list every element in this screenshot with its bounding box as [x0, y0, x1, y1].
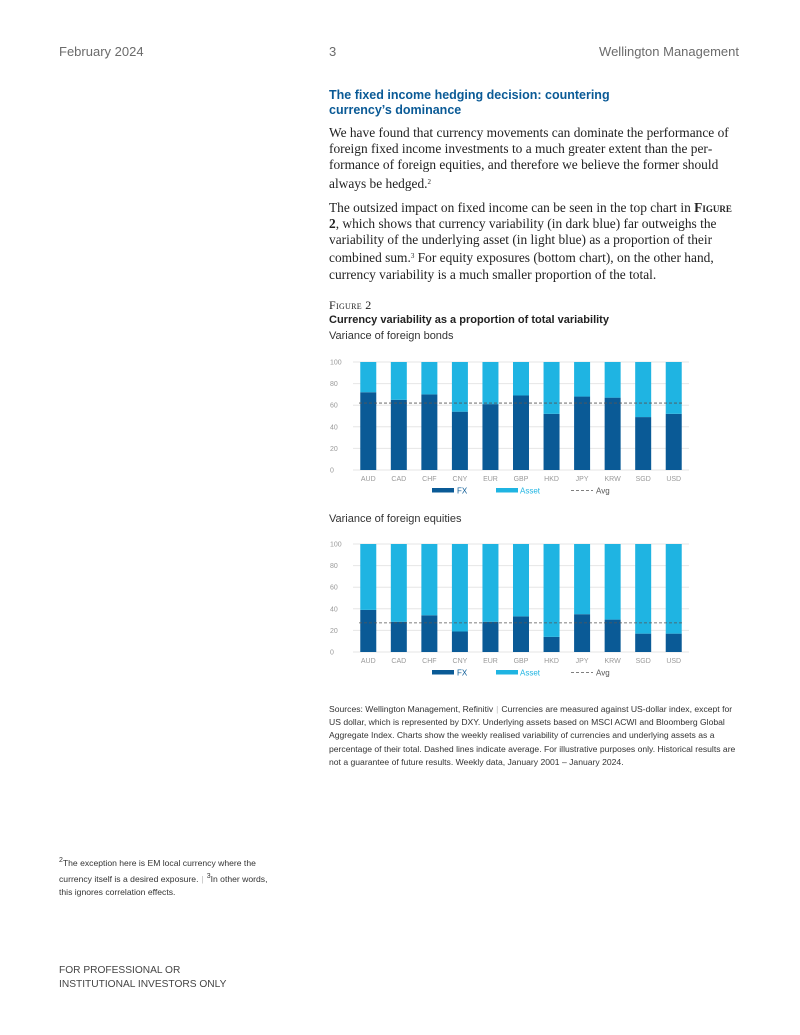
main-content	[329, 88, 739, 291]
y-tick-label: 60	[330, 402, 338, 410]
chart-equities-title: Variance of foreign equities	[329, 513, 462, 525]
footnote-2-marker: 2	[59, 857, 63, 864]
bar-asset	[391, 362, 407, 400]
bar-fx	[482, 404, 498, 470]
footnote-ref-3[interactable]: 3	[410, 252, 415, 261]
paragraph-2	[329, 200, 739, 283]
paragraph-1-text: We have found that currency movements can dominate the performance of foreign fixed income investments to a much greater extent than the performance of foreign equities, and therefore we believe the former should always be hedged.	[329, 125, 729, 191]
y-tick-label: 60	[330, 584, 338, 592]
paragraph-1	[329, 125, 739, 192]
y-tick-label: 0	[330, 467, 334, 475]
x-tick-label: KRW	[604, 658, 621, 665]
x-tick-label: GBP	[513, 658, 529, 665]
divider: |	[496, 704, 499, 714]
bar-asset	[574, 362, 590, 397]
bar-fx	[605, 620, 621, 652]
legend-label-asset: Asset	[520, 668, 541, 678]
bar-fx	[360, 392, 376, 470]
x-tick-label: GBP	[513, 476, 529, 483]
footnotes	[59, 854, 281, 900]
bar-fx	[605, 398, 621, 470]
bar-asset	[513, 544, 529, 616]
x-tick-label: AUD	[360, 476, 376, 483]
bar-fx	[544, 414, 560, 470]
paragraph-2-text-c: For equity exposures (bottom chart), on the other hand, currency variability is a much smaller proportion of the total.	[329, 250, 714, 282]
bar-asset	[421, 544, 437, 615]
bar-fx	[482, 622, 498, 652]
y-tick-label: 80	[330, 381, 338, 389]
bar-asset	[360, 544, 376, 610]
legend-swatch-asset	[496, 670, 518, 675]
bar-fx	[666, 634, 682, 652]
x-tick-label: EUR	[483, 658, 498, 665]
sources-label: Sources: Wellington Management, Refinitiv	[329, 704, 494, 714]
bar-fx	[544, 637, 560, 652]
paragraph-2-text-a: The outsized impact on fixed income can be seen in the top chart in	[329, 199, 695, 215]
sources-note	[329, 703, 741, 769]
disclaimer-line2: INSTITUTIONAL INVESTORS ONLY	[59, 979, 227, 990]
y-tick-label: 20	[330, 445, 338, 453]
bar-fx	[391, 400, 407, 470]
y-tick-label: 100	[330, 359, 342, 367]
bar-fx	[391, 622, 407, 652]
legend-label-avg: Avg	[596, 486, 610, 496]
paragraph-2-text-b: , which shows that currency variability (in dark blue) far outweighs the variability of the underlying asset (in light blue) as a proportion of their combined sum.	[329, 216, 717, 266]
bar-fx	[421, 615, 437, 652]
bar-fx	[513, 395, 529, 470]
y-tick-label: 20	[330, 627, 338, 635]
bar-fx	[360, 610, 376, 652]
x-tick-label: CNY	[452, 476, 468, 483]
bar-asset	[605, 362, 621, 398]
bar-asset	[513, 362, 529, 395]
y-tick-label: 40	[330, 424, 338, 432]
x-tick-label: USD	[666, 658, 682, 665]
bar-asset	[452, 362, 468, 412]
divider: |	[201, 874, 204, 885]
y-tick-label: 40	[330, 606, 338, 614]
footnote-ref-2[interactable]: 2	[427, 177, 432, 186]
bar-fx	[635, 634, 651, 652]
x-tick-label: CNY	[452, 658, 468, 665]
bar-fx	[666, 414, 682, 470]
chart-foreign-bonds	[329, 352, 691, 502]
bar-asset	[391, 544, 407, 622]
legend-label-asset: Asset	[520, 486, 541, 496]
legend-label-fx: FX	[457, 486, 468, 496]
x-tick-label: JPY	[575, 476, 589, 483]
bar-asset	[666, 362, 682, 414]
y-tick-label: 0	[330, 649, 334, 657]
bar-asset	[452, 544, 468, 631]
bar-fx	[513, 616, 529, 652]
bar-fx	[452, 631, 468, 652]
bar-fx	[421, 394, 437, 470]
bar-asset	[482, 544, 498, 622]
x-tick-label: AUD	[360, 658, 376, 665]
x-tick-label: KRW	[604, 476, 621, 483]
legend-swatch-asset	[496, 488, 518, 493]
page-number: 3	[329, 44, 337, 59]
sources-text: Currencies are measured against US-dollar index, except for US dollar, which is represented by DXY. Underlying assets based on MSCI ACWI and Bloomberg Global Aggregate Index. Charts show the weekly realised variability of currencies and underlying assets as a percentage of their total. Dashed lines indicate average. For illustrative purposes only. Historical results are not a guarantee of future results. Weekly data, January 2001 – January 2024.	[329, 704, 736, 767]
legend-swatch-fx	[432, 670, 454, 675]
bar-asset	[421, 362, 437, 394]
x-tick-label: SGD	[635, 658, 651, 665]
x-tick-label: CAD	[391, 476, 407, 483]
figure-ref[interactable]: Figure 2	[329, 199, 732, 232]
x-tick-label: EUR	[483, 476, 498, 483]
bar-asset	[635, 544, 651, 634]
section-title-line1: The fixed income hedging decision: countering	[329, 88, 610, 102]
chart-foreign-equities	[329, 534, 691, 684]
footnote-3-marker: 3	[206, 873, 211, 881]
bar-asset	[666, 544, 682, 634]
x-tick-label: CAD	[391, 658, 407, 665]
y-tick-label: 100	[330, 541, 342, 549]
x-tick-label: SGD	[635, 476, 651, 483]
section-title	[329, 88, 739, 118]
x-tick-label: USD	[666, 476, 682, 483]
bar-fx	[574, 397, 590, 470]
legend-label-fx: FX	[457, 668, 468, 678]
header-company: Wellington Management	[599, 44, 739, 59]
bar-fx	[452, 412, 468, 470]
x-tick-label: JPY	[575, 658, 589, 665]
bar-asset	[544, 362, 560, 414]
bar-fx	[635, 417, 651, 470]
footnote-3-text: In other words, this ignores correlation effects.	[59, 874, 268, 898]
bar-asset	[360, 362, 376, 392]
legend-swatch-fx	[432, 488, 454, 493]
bar-asset	[482, 362, 498, 404]
disclaimer-line1: FOR PROFESSIONAL OR	[59, 965, 181, 976]
x-tick-label: CHF	[422, 658, 437, 665]
x-tick-label: HKD	[544, 476, 559, 483]
figure-title: Currency variability as a proportion of total variability	[329, 314, 609, 326]
figure-label: Figure 2	[329, 298, 372, 312]
bar-asset	[635, 362, 651, 417]
bar-asset	[574, 544, 590, 614]
x-tick-label: CHF	[422, 476, 437, 483]
header-date: February 2024	[59, 44, 144, 59]
y-tick-label: 80	[330, 563, 338, 571]
chart-bonds-title: Variance of foreign bonds	[329, 330, 454, 342]
bar-asset	[605, 544, 621, 620]
x-tick-label: HKD	[544, 658, 559, 665]
bar-fx	[574, 614, 590, 652]
section-title-line2: currency’s dominance	[329, 103, 462, 117]
footnote-2-text: The exception here is EM local currency where the currency itself is a desired exposure.	[59, 858, 256, 885]
legend-label-avg: Avg	[596, 668, 610, 678]
disclaimer	[59, 964, 299, 992]
